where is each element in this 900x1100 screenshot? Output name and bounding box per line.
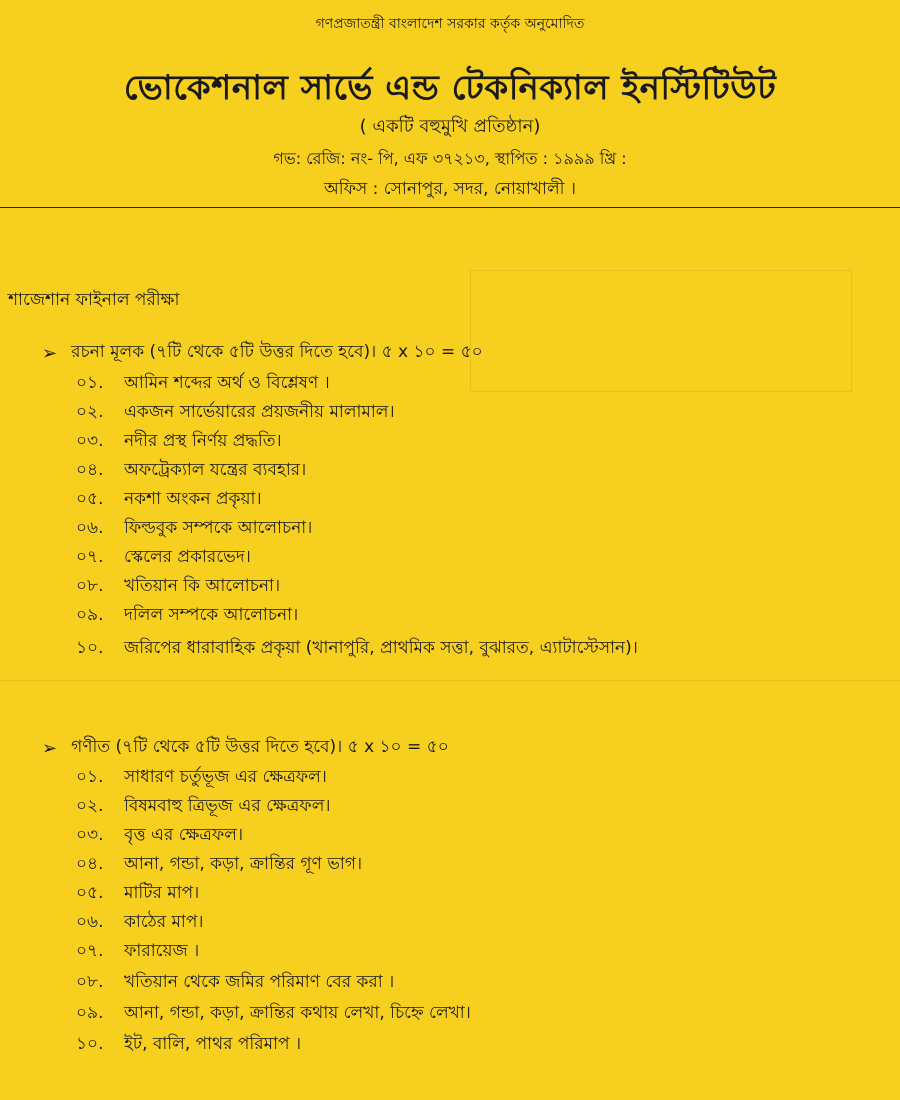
list-item [76, 938, 199, 966]
item-text: অফট্রেক্যাল যন্ত্রের ব্যবহার। [124, 460, 307, 480]
item-number: ০২. [76, 796, 104, 816]
list-item [76, 793, 330, 821]
item-text: আনা, গন্ডা, কড়া, ক্রান্তির গূণ ভাগ। [124, 854, 363, 874]
item-number: ০৩. [76, 431, 104, 451]
item-number: ০৭. [76, 547, 104, 567]
list-item [76, 428, 282, 456]
item-number: ০৪. [76, 460, 104, 480]
list-item [76, 851, 362, 879]
section-heading-text: গণীত (৭টি থেকে ৫টি উত্তর দিতে হবে)। ৫ x ১০ = ৫০ [71, 737, 449, 757]
item-text: নকশা অংকন প্রকৃয়া। [124, 489, 262, 509]
item-number: ০৯. [76, 1003, 104, 1023]
list-item [76, 1000, 471, 1028]
item-text: মাটির মাপ। [124, 883, 200, 903]
item-text: নদীর প্রস্থ নির্ণয় প্রদ্ধতি। [124, 431, 282, 451]
item-text: আনা, গন্ডা, কড়া, ক্রান্তির কথায় লেখা, চিহ্নে লেখা। [124, 1003, 471, 1023]
approval-line: গণপ্রজাতন্ত্রী বাংলাদেশ সরকার কর্তৃক অনুমোদিত [315, 16, 585, 32]
arrow-bullet-icon: ➢ [42, 342, 58, 364]
list-item [76, 544, 251, 572]
section-heading-text: রচনা মূলক (৭টি থেকে ৫টি উত্তর দিতে হবে)। ৫ x ১০ = ৫০ [71, 342, 483, 362]
list-item [76, 822, 243, 850]
item-number: ০৩. [76, 825, 104, 845]
item-number: ০১. [76, 767, 104, 787]
list-item [76, 909, 203, 937]
section-heading [42, 734, 449, 762]
list-item [76, 635, 638, 663]
list-item [76, 486, 262, 514]
list-item [76, 764, 327, 792]
list-item [76, 880, 199, 908]
list-item [76, 370, 330, 398]
item-number: ০৯. [76, 605, 104, 625]
list-item [76, 1031, 301, 1059]
item-text: ফারায়েজ । [124, 941, 200, 961]
item-text: কাঠের মাপ। [124, 912, 204, 932]
institute-name: ভোকেশনাল সার্ভে এন্ড টেকনিক্যাল ইনস্টিটিউট [123, 68, 777, 108]
item-number: ০৬. [76, 518, 104, 538]
list-item [76, 602, 298, 630]
item-text: একজন সার্ভেয়ারের প্রয়জনীয় মালামাল। [124, 402, 395, 422]
list-item [76, 457, 306, 485]
list-item [76, 969, 394, 997]
registration-line: গভ: রেজি: নং- পি, এফ ৩৭২১৩, স্থাপিত : ১৯৯৯ খ্রি : [273, 149, 627, 168]
show-through-watermark [0, 680, 900, 681]
institute-subtitle: ( একটি বহুমুখি প্রতিষ্ঠান) [359, 116, 541, 137]
item-number: ০৮. [76, 972, 104, 992]
item-text: বিষমবাহু ত্রিভূজ এর ক্ষেত্রফল। [124, 796, 331, 816]
item-number: ১০. [76, 1034, 104, 1054]
exam-title: শাজেশান ফাইনাল পরীক্ষা [8, 290, 180, 310]
item-text: স্কেলের প্রকারভেদ। [124, 547, 251, 567]
item-text: ইট, বালি, পাথর পরিমাপ । [124, 1034, 302, 1054]
header-divider [0, 207, 900, 208]
item-text: জরিপের ধারাবাহিক প্রকৃয়া (খানাপুরি, প্রাথমিক সত্তা, বুঝারত, এ্যাটাস্টেসান)। [124, 638, 638, 658]
arrow-bullet-icon: ➢ [42, 737, 58, 759]
item-number: ০৭. [76, 941, 104, 961]
item-text: ফিল্ডবুক সম্পকে আলোচনা। [124, 518, 313, 538]
item-number: ০১. [76, 373, 104, 393]
item-number: ০৬. [76, 912, 104, 932]
item-text: সাধারণ চর্তুভূজ এর ক্ষেত্রফল। [124, 767, 327, 787]
item-text: খতিয়ান থেকে জমির পরিমাণ বের করা । [124, 972, 395, 992]
item-text: খতিয়ান কি আলোচনা। [124, 576, 281, 596]
item-number: ০৫. [76, 489, 104, 509]
item-number: ০২. [76, 402, 104, 422]
item-text: দলিল সম্পকে আলোচনা। [124, 605, 299, 625]
list-item [76, 573, 280, 601]
item-text: আমিন শব্দের অর্থ ও বিশ্লেষণ । [124, 373, 330, 393]
list-item [76, 399, 395, 427]
item-number: ০৪. [76, 854, 104, 874]
item-number: ১০. [76, 638, 104, 658]
section-heading [42, 339, 483, 367]
show-through-watermark [470, 270, 852, 392]
item-number: ০৫. [76, 883, 104, 903]
item-text: বৃত্ত এর ক্ষেত্রফল। [124, 825, 244, 845]
list-item [76, 515, 312, 543]
office-address: অফিস : সোনাপুর, সদর, নোয়াখালী । [324, 179, 576, 199]
item-number: ০৮. [76, 576, 104, 596]
